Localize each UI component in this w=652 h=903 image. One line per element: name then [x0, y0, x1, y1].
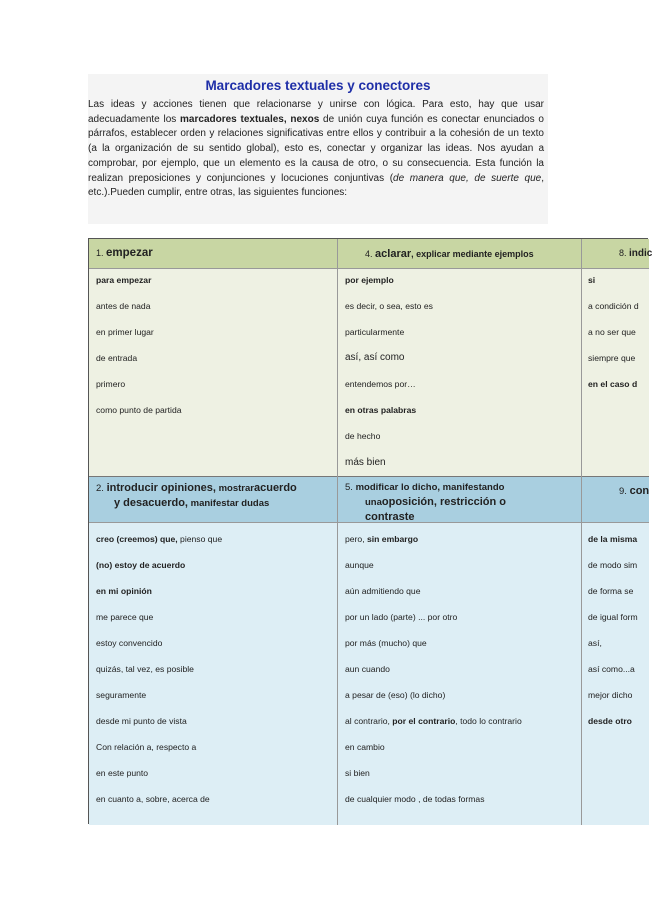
list-item: de modo sim [588, 560, 638, 570]
list-item: aunque [345, 560, 374, 570]
list-item: quizás, tal vez, es posible [96, 664, 194, 674]
list-item: así como...a [588, 664, 635, 674]
intro-paragraph [88, 98, 544, 201]
section2-col3-title: 9. con [619, 485, 650, 497]
list-item: a no ser que [588, 327, 636, 337]
intro-line: Las ideas y acciones tienen que relacionarse y unirse con lógica. Para esto, hay que usar [88, 99, 544, 110]
list-item: de hecho [345, 431, 381, 441]
list-item: siempre que [588, 353, 636, 363]
list-item: en cuanto a, sobre, acerca de [96, 794, 210, 804]
list-item: por un lado (parte) ... por otro [345, 612, 458, 622]
list-item: aún admitiendo que [345, 586, 421, 596]
list-item: estoy convencido [96, 638, 163, 648]
list-item: más bien [345, 457, 386, 468]
list-item: en primer lugar [96, 327, 154, 337]
list-item: a pesar de (eso) (lo dicho) [345, 690, 446, 700]
list-item: pero, sin embargo [345, 534, 419, 544]
intro-line: consecuencia. Esta función la realizan preposiciones y conjunciones y locuciones conjuntivas [88, 157, 544, 184]
list-item: de igual form [588, 612, 638, 622]
list-item: es decir, o sea, esto es [345, 301, 433, 311]
list-item: en mi opinión [96, 586, 152, 596]
list-item: en otras palabras [345, 405, 417, 415]
list-item: desde mi punto de vista [96, 716, 187, 726]
list-item: primero [96, 379, 126, 389]
list-item: (no) estoy de acuerdo [96, 560, 186, 570]
list-item: Con relación a, respecto a [96, 742, 197, 752]
list-item: de entrada [96, 353, 138, 363]
column-divider [581, 239, 582, 825]
page-title: Marcadores textuales y conectores [205, 78, 431, 93]
intro-line: de unión cuya función es conectar [319, 113, 480, 125]
list-item: por ejemplo [345, 275, 394, 285]
section1-col1-title: 1. empezar [96, 247, 153, 259]
intro-line: , etc.).Pueden cumplir, entre otras, las siguientes funciones: [88, 172, 544, 199]
connectors-table [88, 238, 652, 824]
list-item: de forma se [588, 586, 634, 596]
list-item: antes de nada [96, 301, 151, 311]
list-item: aun cuando [345, 664, 390, 674]
list-item: para empezar [96, 275, 152, 285]
list-item: así, así como [345, 352, 405, 363]
list-item: por más (mucho) que [345, 638, 427, 648]
list-item: al contrario, por el contrario, todo lo contrario [345, 716, 522, 726]
list-item: entendemos por… [345, 379, 416, 389]
list-item: si [588, 275, 596, 285]
list-item: seguramente [96, 690, 147, 700]
list-item: como punto de partida [96, 405, 182, 415]
intro-line: cohesión de un texto (a la organización de su sentido global), esto es, conectar y organizar las [88, 128, 544, 155]
list-item: desde otro [588, 716, 632, 726]
intro-line: enunciados o párrafos, establecer orden y relaciones significativas entre ellos y contribuir a la [88, 113, 544, 140]
list-item: en este punto [96, 768, 149, 778]
list-item: si bien [345, 768, 370, 778]
intro-bold: marcadores textuales, nexos [180, 113, 320, 125]
list-item: de cualquier modo , de todas formas [345, 794, 485, 804]
section1-col2-title: 4. aclarar, explicar mediante ejemplos [365, 248, 534, 260]
section2-col2-title: 5. modificar lo dicho, manifestando unaoposición, restricción o contraste [345, 482, 506, 523]
section2-col1-title: 2. introducir opiniones, mostraracuerdo y desacuerdo, manifestar dudas [96, 482, 297, 509]
list-item: mejor dicho [588, 690, 633, 700]
intro-line: ideas. Nos ayudan a comprobar, por ejemplo, que un elemento es la causa de otro, o su [88, 143, 545, 169]
intro-italic: de manera que, de suerte que [393, 172, 542, 184]
intro-line: adecuadamente los [88, 113, 181, 125]
intro-box [88, 74, 548, 224]
section1-col3-title: 8. indic [619, 248, 652, 259]
list-item: creo (creemos) que, pienso que [96, 534, 223, 544]
list-item: de la misma [588, 534, 638, 544]
column-divider [337, 239, 338, 825]
list-item: en cambio [345, 742, 385, 752]
intro-line: ( [389, 172, 394, 184]
list-item: particularmente [345, 327, 405, 337]
list-item: me parece que [96, 612, 154, 622]
list-item: en el caso d [588, 379, 638, 389]
list-item: así, [588, 638, 602, 648]
list-item: a condición d [588, 301, 639, 311]
